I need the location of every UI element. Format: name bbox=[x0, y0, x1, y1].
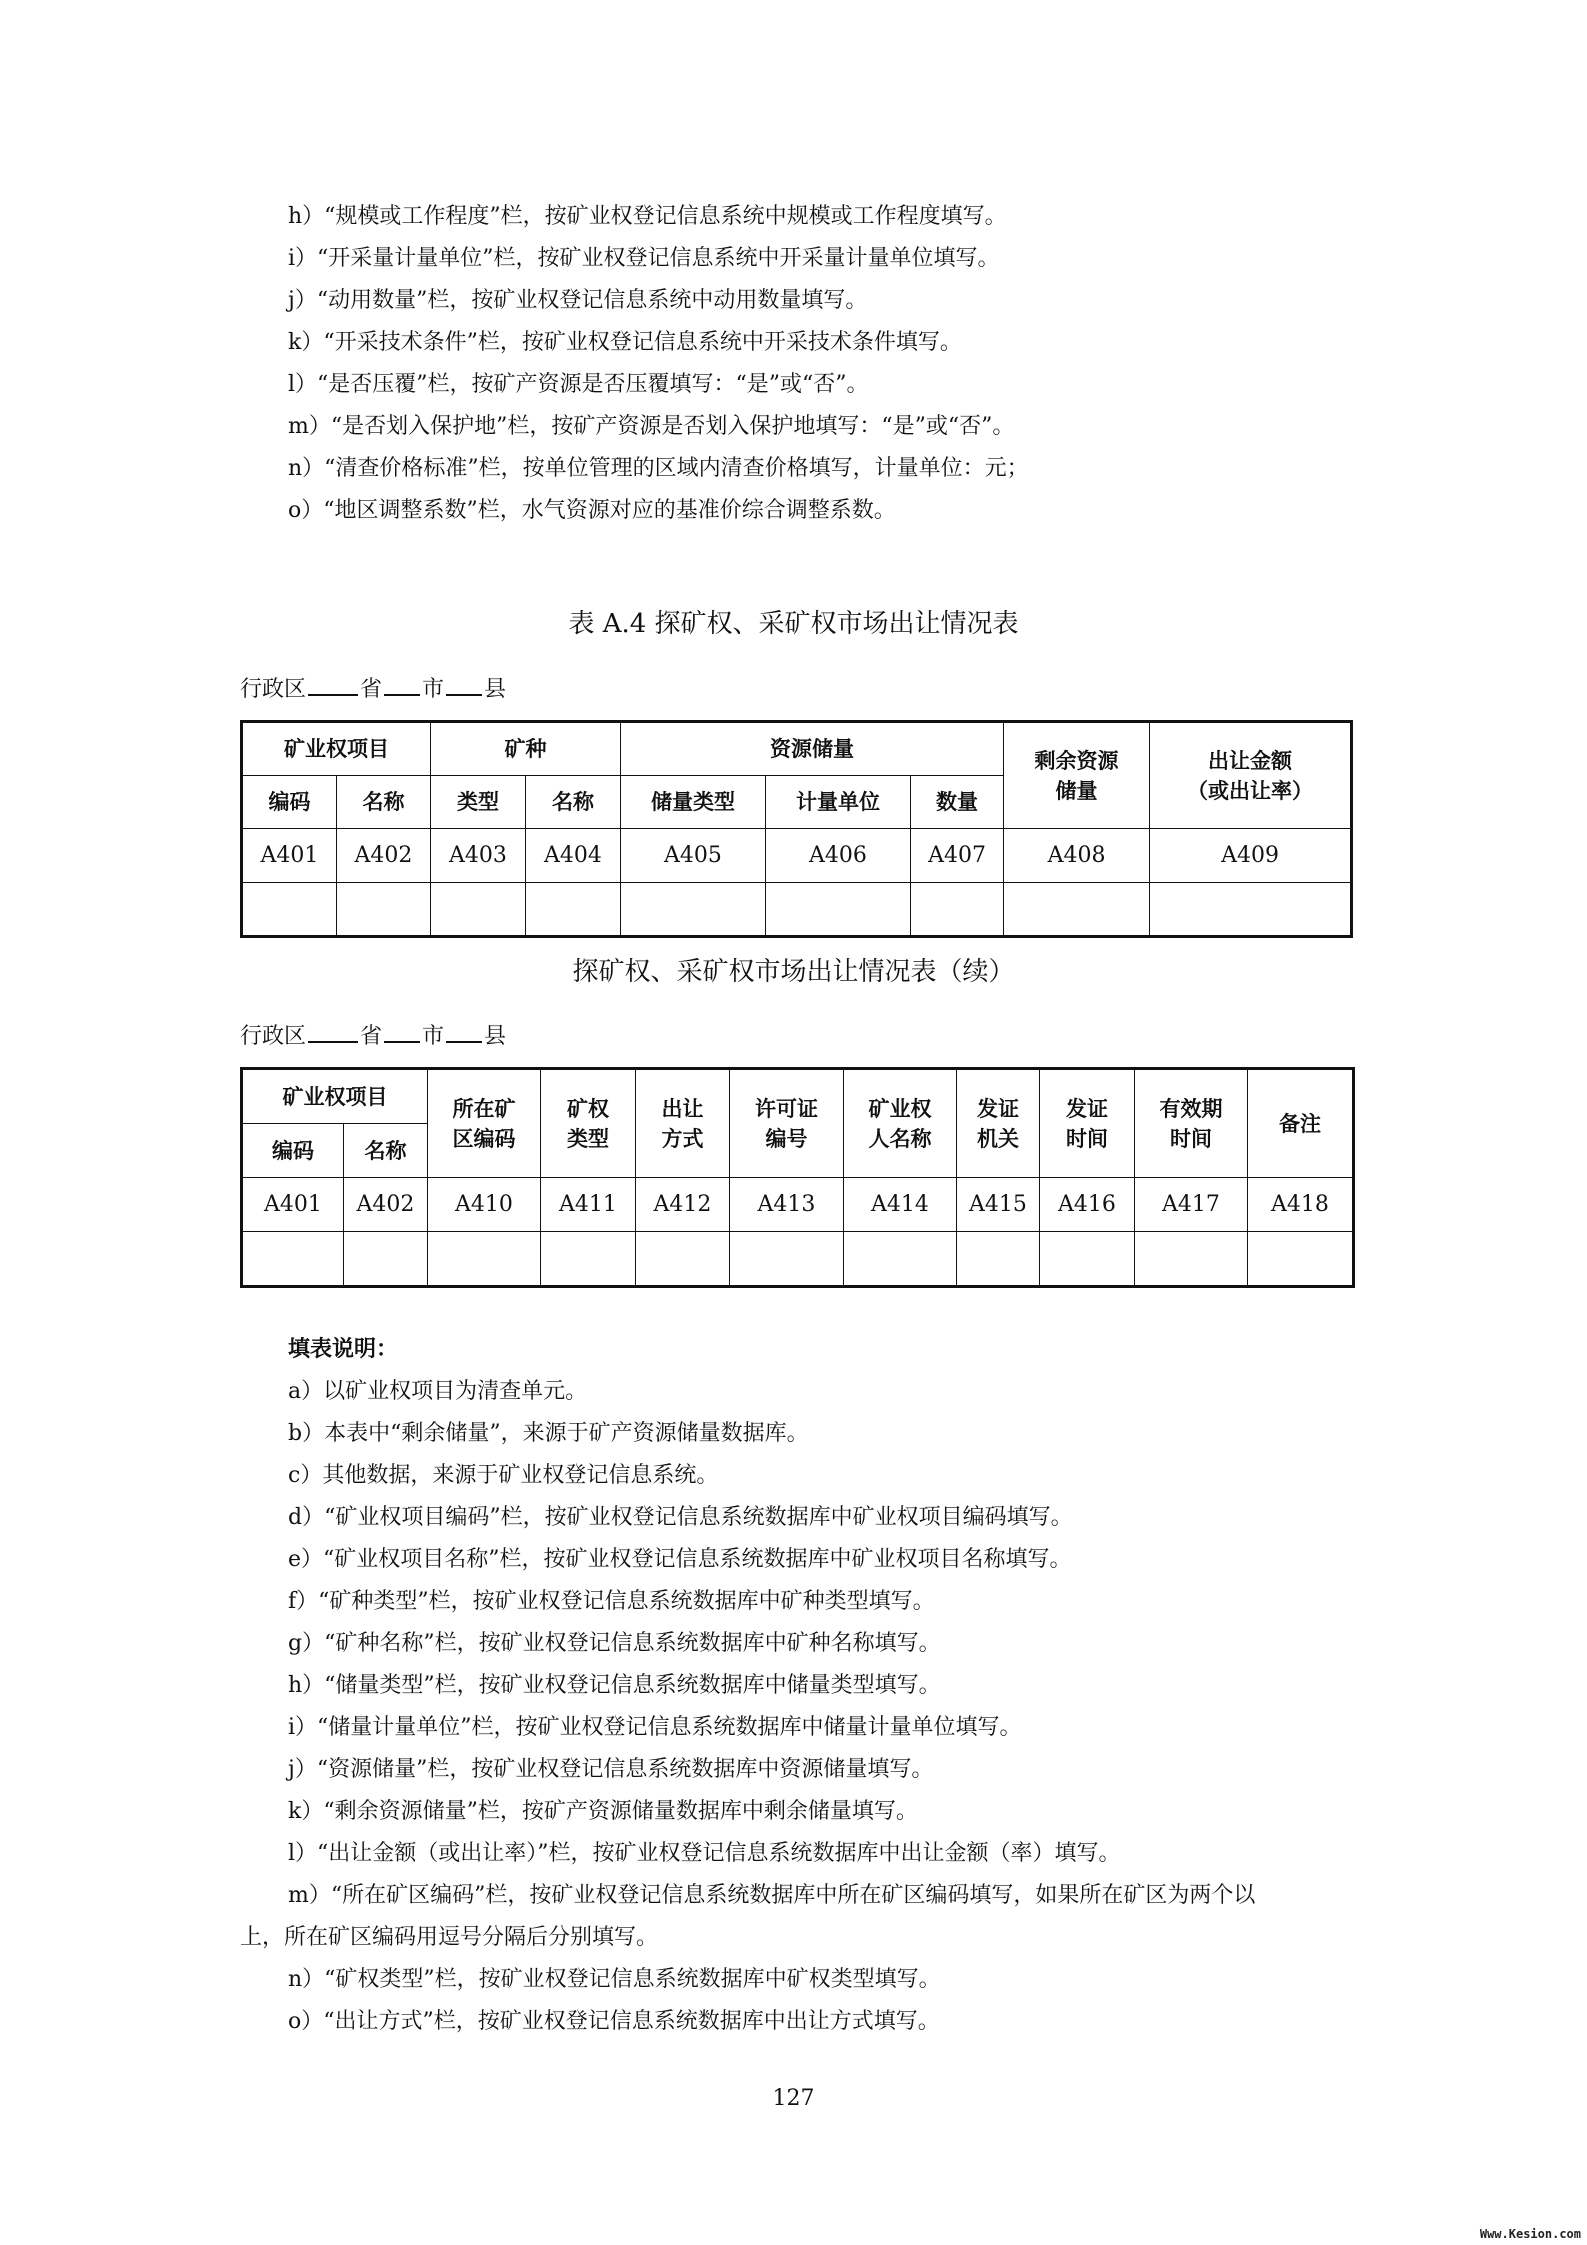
region-county: 县 bbox=[484, 677, 507, 702]
region-prefix: 行政区 bbox=[240, 677, 307, 702]
header-line: 方式 bbox=[661, 1126, 704, 1151]
intro-note-o: o）“地区调整系数”栏，水气资源对应的基准价综合调整系数。 bbox=[288, 498, 896, 523]
fill-note-m: m）“所在矿区编码”栏，按矿业权登记信息系统数据库中所在矿区编码填写，如果所在矿区为两个以 bbox=[288, 1883, 1256, 1908]
code-cell: A406 bbox=[766, 829, 911, 883]
header-issue-date bbox=[1040, 1069, 1135, 1178]
empty-cell[interactable] bbox=[1135, 1232, 1248, 1287]
table-row-empty bbox=[242, 883, 1352, 937]
header-line: 时间 bbox=[1170, 1126, 1212, 1151]
header-remarks: 备注 bbox=[1248, 1069, 1354, 1178]
empty-cell[interactable] bbox=[730, 1232, 844, 1287]
code-cell: A404 bbox=[526, 829, 621, 883]
fill-note-f: f）“矿种类型”栏，按矿业权登记信息系统数据库中矿种类型填写。 bbox=[288, 1589, 935, 1614]
empty-cell[interactable] bbox=[1248, 1232, 1354, 1287]
county-blank[interactable] bbox=[446, 672, 482, 696]
code-cell: A413 bbox=[730, 1178, 844, 1232]
header-resource-reserve: 资源储量 bbox=[621, 722, 1004, 776]
subheader-code: 编码 bbox=[242, 1124, 344, 1178]
fill-note-h: h）“储量类型”栏，按矿业权登记信息系统数据库中储量类型填写。 bbox=[288, 1673, 941, 1698]
header-holder-name bbox=[844, 1069, 957, 1178]
header-line: 编号 bbox=[765, 1126, 808, 1151]
table-row bbox=[242, 829, 1352, 883]
header-mining-right-project: 矿业权项目 bbox=[242, 722, 431, 776]
header-license-number bbox=[730, 1069, 844, 1178]
fill-note-m-continued: 上，所在矿区编码用逗号分隔后分别填写。 bbox=[240, 1925, 659, 1950]
table1-region-line bbox=[240, 672, 506, 705]
header-remaining-reserve bbox=[1004, 722, 1150, 829]
empty-cell[interactable] bbox=[344, 1232, 428, 1287]
intro-note-k: k）“开采技术条件”栏，按矿业权登记信息系统中开采技术条件填写。 bbox=[288, 330, 962, 355]
header-line: 时间 bbox=[1066, 1126, 1108, 1151]
code-cell: A402 bbox=[337, 829, 431, 883]
fill-note-i: i）“储量计量单位”栏，按矿业权登记信息系统数据库中储量计量单位填写。 bbox=[288, 1715, 1022, 1740]
province-blank[interactable] bbox=[308, 672, 358, 696]
empty-cell[interactable] bbox=[621, 883, 766, 937]
watermark: Www.Kesion.com bbox=[1479, 2227, 1581, 2241]
header-issuing-authority bbox=[957, 1069, 1040, 1178]
code-cell: A405 bbox=[621, 829, 766, 883]
header-line: 机关 bbox=[977, 1126, 1019, 1151]
city-blank[interactable] bbox=[384, 1019, 420, 1043]
region-prefix: 行政区 bbox=[240, 1024, 307, 1049]
table1-title: 表 A.4 探矿权、采矿权市场出让情况表 bbox=[568, 609, 1019, 639]
header-mining-area-code bbox=[428, 1069, 541, 1178]
code-cell: A418 bbox=[1248, 1178, 1354, 1232]
code-cell: A412 bbox=[636, 1178, 730, 1232]
header-line: 人名称 bbox=[868, 1126, 932, 1151]
fill-note-b: b）本表中“剩余储量”，来源于矿产资源储量数据库。 bbox=[288, 1421, 809, 1446]
city-blank[interactable] bbox=[384, 672, 420, 696]
table-row bbox=[242, 1178, 1354, 1232]
empty-cell[interactable] bbox=[957, 1232, 1040, 1287]
page-number: 127 bbox=[772, 2086, 815, 2111]
table2-title: 探矿权、采矿权市场出让情况表（续） bbox=[572, 957, 1015, 987]
province-blank[interactable] bbox=[308, 1019, 358, 1043]
header-line: 许可证 bbox=[755, 1096, 818, 1121]
header-line: 所在矿 bbox=[452, 1096, 516, 1121]
header-transfer-method bbox=[636, 1069, 730, 1178]
header-line: 区编码 bbox=[452, 1126, 516, 1151]
table-a4 bbox=[240, 720, 1353, 938]
empty-cell[interactable] bbox=[242, 883, 337, 937]
code-cell: A411 bbox=[541, 1178, 636, 1232]
subheader-unit: 计量单位 bbox=[766, 776, 911, 829]
code-cell: A416 bbox=[1040, 1178, 1135, 1232]
intro-note-j: j）“动用数量”栏，按矿业权登记信息系统中动用数量填写。 bbox=[288, 288, 868, 313]
subheader-quantity: 数量 bbox=[911, 776, 1004, 829]
empty-cell[interactable] bbox=[541, 1232, 636, 1287]
empty-cell[interactable] bbox=[431, 883, 526, 937]
fill-note-g: g）“矿种名称”栏，按矿业权登记信息系统数据库中矿种名称填写。 bbox=[288, 1631, 941, 1656]
empty-cell[interactable] bbox=[911, 883, 1004, 937]
intro-note-m: m）“是否划入保护地”栏，按矿产资源是否划入保护地填写：“是”或“否”。 bbox=[288, 414, 1015, 439]
subheader-name: 名称 bbox=[344, 1124, 428, 1178]
empty-cell[interactable] bbox=[636, 1232, 730, 1287]
fill-note-j: j）“资源储量”栏，按矿业权登记信息系统数据库中资源储量填写。 bbox=[288, 1757, 934, 1782]
empty-cell[interactable] bbox=[844, 1232, 957, 1287]
header-line: 类型 bbox=[567, 1126, 609, 1151]
subheader-code: 编码 bbox=[242, 776, 337, 829]
header-mining-right-type bbox=[541, 1069, 636, 1178]
empty-cell[interactable] bbox=[766, 883, 911, 937]
table-a4-continued bbox=[240, 1067, 1355, 1288]
header-line: 发证 bbox=[1066, 1096, 1108, 1121]
intro-note-n: n）“清查价格标准”栏，按单位管理的区域内清查价格填写，计量单位：元； bbox=[288, 456, 1029, 481]
header-line: 矿权 bbox=[567, 1096, 609, 1121]
region-county: 县 bbox=[484, 1024, 507, 1049]
fill-note-k: k）“剩余资源储量”栏，按矿产资源储量数据库中剩余储量填写。 bbox=[288, 1799, 918, 1824]
code-cell: A407 bbox=[911, 829, 1004, 883]
header-mining-right-project: 矿业权项目 bbox=[242, 1069, 428, 1124]
header-line: 有效期 bbox=[1159, 1096, 1223, 1121]
empty-cell[interactable] bbox=[242, 1232, 344, 1287]
region-city: 市 bbox=[422, 677, 445, 702]
header-transfer-line1: 出让金额 bbox=[1208, 748, 1293, 773]
header-line: 出让 bbox=[661, 1096, 704, 1121]
region-province: 省 bbox=[360, 677, 383, 702]
header-mineral: 矿种 bbox=[431, 722, 621, 776]
header-transfer-amount bbox=[1150, 722, 1352, 829]
intro-note-i: i）“开采量计量单位”栏，按矿业权登记信息系统中开采量计量单位填写。 bbox=[288, 246, 1000, 271]
header-remaining-line1: 剩余资源 bbox=[1034, 748, 1119, 773]
fill-note-d: d）“矿业权项目编码”栏，按矿业权登记信息系统数据库中矿业权项目编码填写。 bbox=[288, 1505, 1073, 1530]
fill-note-o: o）“出让方式”栏，按矿业权登记信息系统数据库中出让方式填写。 bbox=[288, 2009, 940, 2034]
empty-cell[interactable] bbox=[337, 883, 431, 937]
header-line: 矿业权 bbox=[868, 1096, 932, 1121]
fill-note-c: c）其他数据，来源于矿业权登记信息系统。 bbox=[288, 1463, 719, 1488]
table-row-empty bbox=[242, 1232, 1354, 1287]
code-cell: A402 bbox=[344, 1178, 428, 1232]
header-validity-period bbox=[1135, 1069, 1248, 1178]
empty-cell[interactable] bbox=[526, 883, 621, 937]
empty-cell[interactable] bbox=[1040, 1232, 1135, 1287]
code-cell: A403 bbox=[431, 829, 526, 883]
code-cell: A414 bbox=[844, 1178, 957, 1232]
code-cell: A408 bbox=[1004, 829, 1150, 883]
code-cell: A417 bbox=[1135, 1178, 1248, 1232]
subheader-mineral-type: 类型 bbox=[431, 776, 526, 829]
header-remaining-line2: 储量 bbox=[1055, 778, 1098, 803]
subheader-reserve-type: 储量类型 bbox=[621, 776, 766, 829]
county-blank[interactable] bbox=[446, 1019, 482, 1043]
header-line: 发证 bbox=[977, 1096, 1019, 1121]
code-cell: A415 bbox=[957, 1178, 1040, 1232]
table2-region-line bbox=[240, 1019, 506, 1052]
code-cell: A401 bbox=[242, 829, 337, 883]
fill-notes-heading: 填表说明： bbox=[288, 1337, 399, 1362]
fill-note-a: a）以矿业权项目为清查单元。 bbox=[288, 1379, 588, 1404]
empty-cell[interactable] bbox=[428, 1232, 541, 1287]
intro-note-h: h）“规模或工作程度”栏，按矿业权登记信息系统中规模或工作程度填写。 bbox=[288, 204, 1007, 229]
empty-cell[interactable] bbox=[1004, 883, 1150, 937]
code-cell: A409 bbox=[1150, 829, 1352, 883]
subheader-name: 名称 bbox=[337, 776, 431, 829]
code-cell: A410 bbox=[428, 1178, 541, 1232]
header-transfer-line2: （或出让率） bbox=[1187, 778, 1314, 803]
fill-note-l: l）“出让金额（或出让率）”栏，按矿业权登记信息系统数据库中出让金额（率）填写。 bbox=[288, 1841, 1121, 1866]
intro-note-l: l）“是否压覆”栏，按矿产资源是否压覆填写：“是”或“否”。 bbox=[288, 372, 869, 397]
region-city: 市 bbox=[422, 1024, 445, 1049]
region-province: 省 bbox=[360, 1024, 383, 1049]
subheader-mineral-name: 名称 bbox=[526, 776, 621, 829]
fill-note-e: e）“矿业权项目名称”栏，按矿业权登记信息系统数据库中矿业权项目名称填写。 bbox=[288, 1547, 1072, 1572]
fill-note-n: n）“矿权类型”栏，按矿业权登记信息系统数据库中矿权类型填写。 bbox=[288, 1967, 941, 1992]
code-cell: A401 bbox=[242, 1178, 344, 1232]
empty-cell[interactable] bbox=[1150, 883, 1352, 937]
